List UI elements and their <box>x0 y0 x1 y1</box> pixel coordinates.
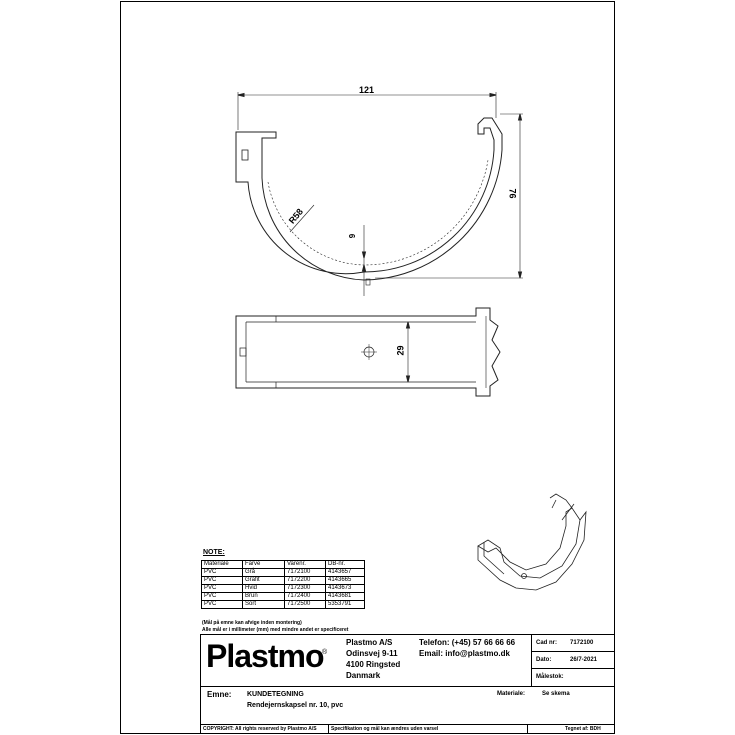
material-label: Materiale: <box>497 691 526 697</box>
company-street: Odinsvej 9-11 <box>346 649 398 658</box>
dimension-radius: R58 <box>286 206 306 226</box>
table-cell: PVC <box>202 585 243 593</box>
title-block-divider <box>531 634 532 686</box>
table-cell: 7172200 <box>285 577 326 585</box>
company-city: 4100 Ringsted <box>346 660 401 669</box>
footnote-units: Alle mål er i millimeter (mm) med mindre andet er specificeret <box>202 627 349 633</box>
footer-divider <box>527 724 528 734</box>
table-cell: Hvid <box>243 585 285 593</box>
title-block-left-line <box>200 634 201 734</box>
copyright-text: COPYRIGHT: All rights reserved by Plastmo A/S <box>203 726 317 732</box>
table-cell: 4143681 <box>326 593 365 601</box>
table-cell: 7172100 <box>285 569 326 577</box>
table-cell: Brun <box>243 593 285 601</box>
table-cell: 7172300 <box>285 585 326 593</box>
table-cell: PVC <box>202 593 243 601</box>
plastmo-logo: Plastmo <box>206 638 324 674</box>
dimension-height: 76 <box>507 188 518 199</box>
table-cell: Sort <box>243 601 285 609</box>
table-cell: 7172400 <box>285 593 326 601</box>
table-cell: 4143673 <box>326 585 365 593</box>
material-value: Se skema <box>542 691 570 697</box>
header-cell: DB-nr. <box>326 561 365 569</box>
table-cell: 4143665 <box>326 577 365 585</box>
footnote-tolerance: (Mål på emne kan afvige inden montering) <box>202 620 302 626</box>
header-cell: Materiale <box>202 561 243 569</box>
table-cell: 5353791 <box>326 601 365 609</box>
header-cell: Varenr. <box>285 561 326 569</box>
dimension-bracket: 29 <box>395 345 406 356</box>
table-row <box>202 601 365 609</box>
cad-label: Cad nr: <box>536 640 557 646</box>
table-cell: 4143657 <box>326 569 365 577</box>
footer-divider <box>328 724 329 734</box>
table-row <box>202 569 365 577</box>
header-cell: Farve <box>243 561 285 569</box>
table-cell: 7172500 <box>285 601 326 609</box>
top-view <box>236 308 500 396</box>
notes-title: NOTE: <box>203 549 225 556</box>
table-cell: PVC <box>202 577 243 585</box>
title-block-top-line <box>200 634 615 635</box>
registered-mark: ® <box>322 649 328 656</box>
title-block-bottom-line <box>200 724 615 725</box>
table-row <box>202 577 365 585</box>
table-cell: PVC <box>202 569 243 577</box>
title-block-row-line <box>531 651 615 652</box>
front-view <box>236 92 523 296</box>
email-text: Email: info@plastmo.dk <box>419 649 510 658</box>
table-header-row <box>202 561 365 569</box>
title-block-row-line <box>531 668 615 669</box>
drawn-by: Tegnet af: BDH <box>565 726 601 732</box>
title-block-mid-line <box>200 686 615 687</box>
subject-label: Emne: <box>207 690 232 699</box>
cad-value: 7172100 <box>570 640 594 646</box>
scale-label: Målestok: <box>536 674 564 680</box>
table-row <box>202 585 365 593</box>
subject-title: KUNDETEGNING <box>247 691 304 698</box>
date-value: 26/7-2021 <box>570 657 598 663</box>
table-cell: Grafit <box>243 577 285 585</box>
notes-table <box>201 560 365 609</box>
table-row <box>202 593 365 601</box>
phone-text: Telefon: (+45) 57 66 66 66 <box>419 638 516 647</box>
dimension-width: 121 <box>359 85 375 95</box>
table-cell: PVC <box>202 601 243 609</box>
spec-note: Specifikation og mål kan ændres uden varsel <box>331 726 439 732</box>
company-country: Danmark <box>346 671 381 680</box>
date-label: Dato: <box>536 657 552 663</box>
subject-description: Rendejernskapsel nr. 10, pvc <box>247 702 344 709</box>
dimension-depth: 9 <box>348 233 358 239</box>
company-name: Plastmo A/S <box>346 638 393 647</box>
table-cell: Grå <box>243 569 285 577</box>
isometric-view <box>478 494 586 590</box>
